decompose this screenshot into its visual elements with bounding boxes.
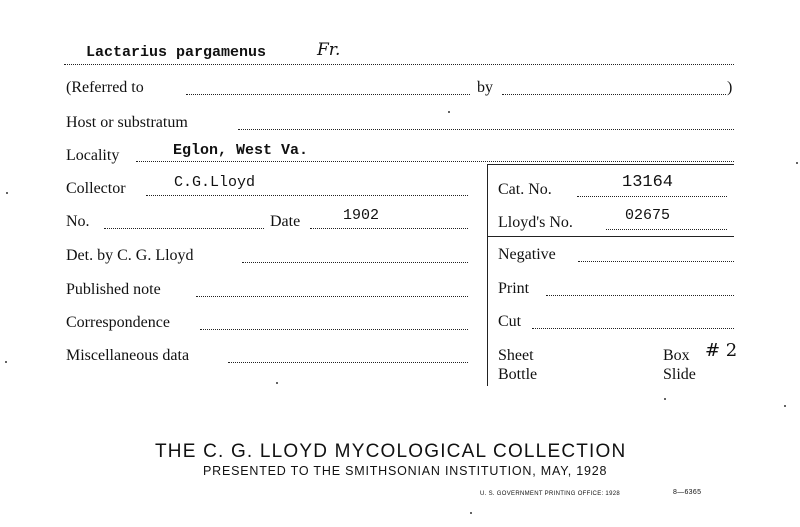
name-line [64,64,734,65]
date-label: Date [270,213,301,230]
cut-line [532,328,734,329]
by-label: by [477,79,493,96]
negative-line [578,261,734,262]
correspondence-line [200,329,468,330]
box-divider [487,236,734,237]
lloyds-no-label: Lloyd's No. [498,214,573,231]
lloyds-no-value: 02675 [625,207,671,224]
collection-title: THE C. G. LLOYD MYCOLOGICAL COLLECTION [155,441,627,462]
box-top-border [487,164,734,165]
host-line [238,129,734,130]
print-label: Print [498,280,530,297]
printer-imprint: U. S. GOVERNMENT PRINTING OFFICE: 1928 [480,491,620,497]
by-line [502,94,726,95]
cut-label: Cut [498,313,522,330]
misc-label: Miscellaneous data [66,347,190,364]
print-line [546,295,734,296]
locality-value: Eglon, West Va. [173,142,309,159]
host-label: Host or substratum [66,114,188,131]
scan-speck [276,382,278,384]
bottle-label: Bottle [498,366,538,383]
collection-subtitle: PRESENTED TO THE SMITHSONIAN INSTITUTION, MAY, 1928 [203,464,608,478]
specimen-author: Fr. [317,40,341,60]
published-label: Published note [66,281,161,298]
referred-to-label: (Referred to [66,79,144,96]
box-value: # 2 [705,340,738,361]
cat-no-value: 13164 [622,173,674,192]
misc-line [228,362,468,363]
scan-speck [448,111,450,113]
sheet-label: Sheet [498,347,534,364]
collector-value: C.G.Lloyd [174,174,256,191]
collector-line [146,195,468,196]
cat-no-line [577,196,727,197]
box-label: Box [663,347,690,364]
scan-speck [470,512,472,514]
lloyds-no-line [606,229,727,230]
scan-speck [6,192,8,194]
scan-speck [784,405,786,407]
cat-no-label: Cat. No. [498,181,552,198]
date-value: 1902 [343,207,380,224]
referred-to-line [186,94,470,95]
form-number: 8—6365 [673,489,702,496]
date-line [310,228,468,229]
close-paren: ) [727,79,733,96]
det-line [242,262,468,263]
published-line [196,296,468,297]
locality-line [136,161,734,162]
locality-label: Locality [66,147,120,164]
scan-speck [796,162,798,164]
negative-label: Negative [498,246,556,263]
no-label: No. [66,213,90,230]
box-left-border [487,164,488,386]
scan-speck [5,361,7,363]
no-line [104,228,264,229]
det-label: Det. by C. G. Lloyd [66,247,194,264]
scan-speck [664,398,666,400]
specimen-name: Lactarius pargamenus [86,44,267,61]
correspondence-label: Correspondence [66,314,170,331]
collector-label: Collector [66,180,126,197]
slide-label: Slide [663,366,696,383]
